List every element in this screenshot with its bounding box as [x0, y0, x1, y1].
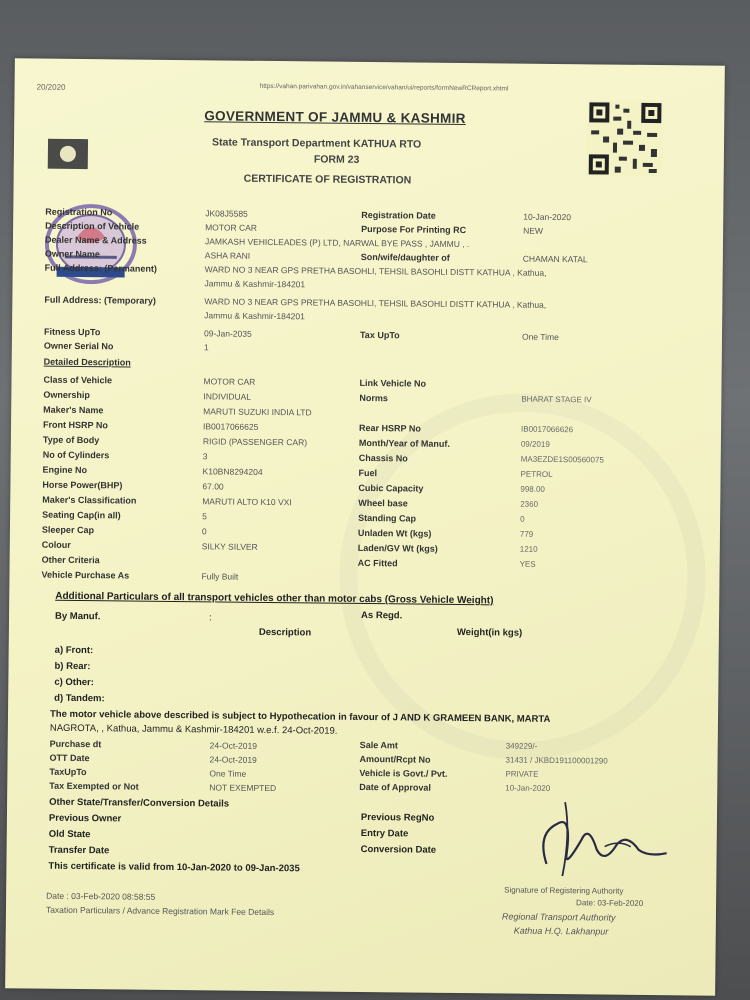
detail-right-column — [358, 378, 680, 576]
purchase-row: Tax Exempted or Not NOT EXEMPTED — [49, 780, 277, 794]
by-manuf-colon: : — [208, 612, 212, 624]
owner-serial-value: 1 — [203, 342, 209, 353]
validity-statement: This certificate is valid from 10-Jan-2020 to 09-Jan-2035 — [48, 860, 300, 875]
detailed-description-heading: Detailed Description — [43, 356, 131, 368]
temporary-address-label: Full Address: (Temporary) — [44, 294, 156, 306]
authority-stamp-line1: Regional Transport Authority — [501, 911, 616, 923]
axle-tandem-label: d) Tandem: — [54, 692, 105, 705]
purchase-row: OTT Date 24-Oct-2019 — [49, 752, 257, 765]
detail-row: Maker's Name MARUTI SUZUKI INDIA LTD — [43, 404, 312, 418]
temporary-address-line1: WARD NO 3 NEAR GPS PRETHA BASOHLI, TEHSIL BASOHLI DISTT KATHUA , Kathua, — [204, 296, 547, 310]
detail-row: Unladen Wt (kgs) 779 — [357, 527, 534, 539]
detail-row: Ownership INDIVIDUAL — [43, 389, 252, 402]
qr-code-icon — [587, 100, 664, 177]
owner-value: ASHA RANI — [204, 250, 251, 261]
purchase-row: Vehicle is Govt./ Pvt. PRIVATE — [359, 767, 539, 779]
reg-no-value: JK08J5585 — [205, 208, 248, 219]
owner-label: Owner Name — [44, 248, 100, 260]
axle-front-label: a) Front: — [54, 644, 94, 657]
dealer-value: JAMKASH VEHICLEADES (P) LTD, NARWAL BYE PASS , JAMMU , . — [204, 236, 470, 250]
detail-row: Month/Year of Manuf. 09/2019 — [358, 437, 550, 449]
government-heading: GOVERNMENT OF JAMMU & KASHMIR — [204, 108, 466, 127]
transfer-date-label: Transfer Date — [48, 844, 110, 857]
detail-row: No of Cylinders 3 — [42, 449, 208, 462]
detail-row: Front HSRP No IB0017066625 — [43, 419, 259, 432]
permanent-address-label: Full Address: (Permanent) — [44, 262, 157, 274]
tax-value: One Time — [521, 331, 559, 343]
detail-row: Other Criteria — [41, 554, 100, 566]
vehicle-desc-label: Description of Vehicle — [45, 220, 140, 232]
old-state-label: Old State — [48, 828, 91, 841]
purpose-value: NEW — [523, 225, 544, 236]
corner-code: 20/2020 — [36, 82, 66, 92]
detail-row: Rear HSRP No IB0017066626 — [358, 422, 574, 435]
detail-row: Class of Vehicle MOTOR CAR — [43, 374, 256, 387]
certificate-title: CERTIFICATE OF REGISTRATION — [243, 172, 412, 187]
detail-row: Sleeper Cap 0 — [41, 524, 207, 537]
print-date: Date : 03-Feb-2020 08:58:55 — [46, 890, 156, 902]
hypothecation-line2: NAGROTA, , Kathua, Jammu & Kashmir-184201 w.e.f. 24-Oct-2019. — [49, 722, 338, 737]
axle-rear-label: b) Rear: — [54, 660, 91, 673]
detail-row: Laden/GV Wt (kgs) 1210 — [357, 542, 538, 554]
transfer-heading: Other State/Transfer/Conversion Details — [49, 796, 230, 810]
by-manuf-label: By Manuf. — [54, 610, 101, 623]
owner-serial-label: Owner Serial No — [43, 340, 114, 352]
detail-row: Maker's Classification MARUTI ALTO K10 VXI — [42, 494, 292, 508]
temporary-address-line2: Jammu & Kashmir-184201 — [204, 310, 305, 322]
weight-column-header: Weight(in kgs) — [456, 626, 523, 639]
detail-row: Fuel PETROL — [358, 467, 553, 479]
detail-row: Vehicle Purchase As Fully Built — [41, 569, 239, 582]
purpose-label: Purpose For Printing RC — [361, 223, 467, 236]
detail-row: Engine No K10BN8294204 — [42, 464, 263, 477]
detail-row: Colour SILKY SILVER — [41, 539, 258, 552]
additional-particulars-heading: Additional Particulars of all transport vehicles other than motor cabs (Gross Vehicle Weight) — [55, 590, 494, 607]
dealer-label: Dealer Name & Address — [44, 234, 147, 246]
taxation-particulars: Taxation Particulars / Advance Registration Mark Fee Details — [45, 904, 275, 918]
reg-no-label: Registration No — [45, 206, 113, 218]
detail-row: Horse Power(BHP) 67.00 — [42, 479, 224, 492]
previous-regno-label: Previous RegNo — [360, 811, 435, 824]
detail-left-column — [41, 375, 363, 588]
previous-owner-label: Previous Owner — [48, 812, 122, 825]
as-regd-label: As Regd. — [361, 609, 403, 622]
reg-date-value: 10-Jan-2020 — [523, 211, 572, 223]
purchase-right-column — [359, 740, 690, 799]
entry-date-label: Entry Date — [360, 827, 409, 840]
vehicle-desc-value: MOTOR CAR — [205, 222, 257, 233]
form-number: FORM 23 — [313, 153, 360, 166]
purchase-row: Sale Amt 349229/- — [359, 739, 538, 751]
purchase-row: Purchase dt 24-Oct-2019 — [49, 738, 258, 751]
detail-row: Chassis No MA3EZDE1S00560075 — [358, 452, 604, 465]
detail-row: Cubic Capacity 998.00 — [358, 482, 545, 494]
registration-certificate — [5, 58, 725, 995]
detail-row: Norms BHARAT STAGE IV — [359, 392, 592, 405]
conversion-date-label: Conversion Date — [360, 843, 437, 856]
purchase-row: Date of Approval 10-Jan-2020 — [359, 781, 551, 793]
axle-other-label: c) Other: — [54, 676, 95, 689]
authority-stamp-line2: Kathua H.Q. Lakhanpur — [513, 925, 609, 937]
purchase-left-column — [49, 739, 350, 798]
signature-date: Date: 03-Feb-2020 — [576, 898, 644, 908]
tax-label: Tax UpTo — [359, 329, 400, 341]
detail-row: Seating Cap(in all) 5 — [42, 509, 207, 522]
source-url: https://vahan.parivahan.gov.in/vahanservice/vahan/ui/reports/formNewRCReport.xhtml — [259, 82, 509, 93]
permanent-address-line1: WARD NO 3 NEAR GPS PRETHA BASOHLI, TEHSIL BASOHLI DISTT KATHUA , Kathua, — [204, 264, 547, 278]
son-of-value: CHAMAN KATAL — [522, 253, 588, 265]
fitness-label: Fitness UpTo — [43, 326, 101, 338]
signature-label: Signature of Registering Authority — [504, 885, 624, 896]
signature-stamp — [526, 794, 677, 886]
detail-row: Type of Body RIGID (PASSENGER CAR) — [42, 434, 308, 448]
detail-row: Wheel base 2360 — [358, 497, 539, 509]
hypothecation-line1: The motor vehicle above described is subject to Hypothecation in favour of J AND K GRAMEEN BANK, MARTA — [49, 708, 551, 725]
purchase-row: TaxUpTo One Time — [49, 766, 247, 779]
detail-row: Standing Cap 0 — [358, 512, 525, 524]
department-heading: State Transport Department KATHUA RTO — [211, 136, 422, 151]
permanent-address-line2: Jammu & Kashmir-184201 — [204, 278, 306, 290]
reg-date-label: Registration Date — [361, 209, 436, 221]
fitness-value: 09-Jan-2035 — [203, 328, 252, 339]
description-column-header: Description — [258, 626, 312, 639]
son-of-label: Son/wife/daughter of — [360, 251, 450, 263]
detail-row: Link Vehicle No — [359, 377, 427, 389]
detail-row: AC Fitted YES — [357, 557, 536, 569]
purchase-row: Amount/Rcpt No 31431 / JKBD191100001290 — [359, 753, 608, 766]
